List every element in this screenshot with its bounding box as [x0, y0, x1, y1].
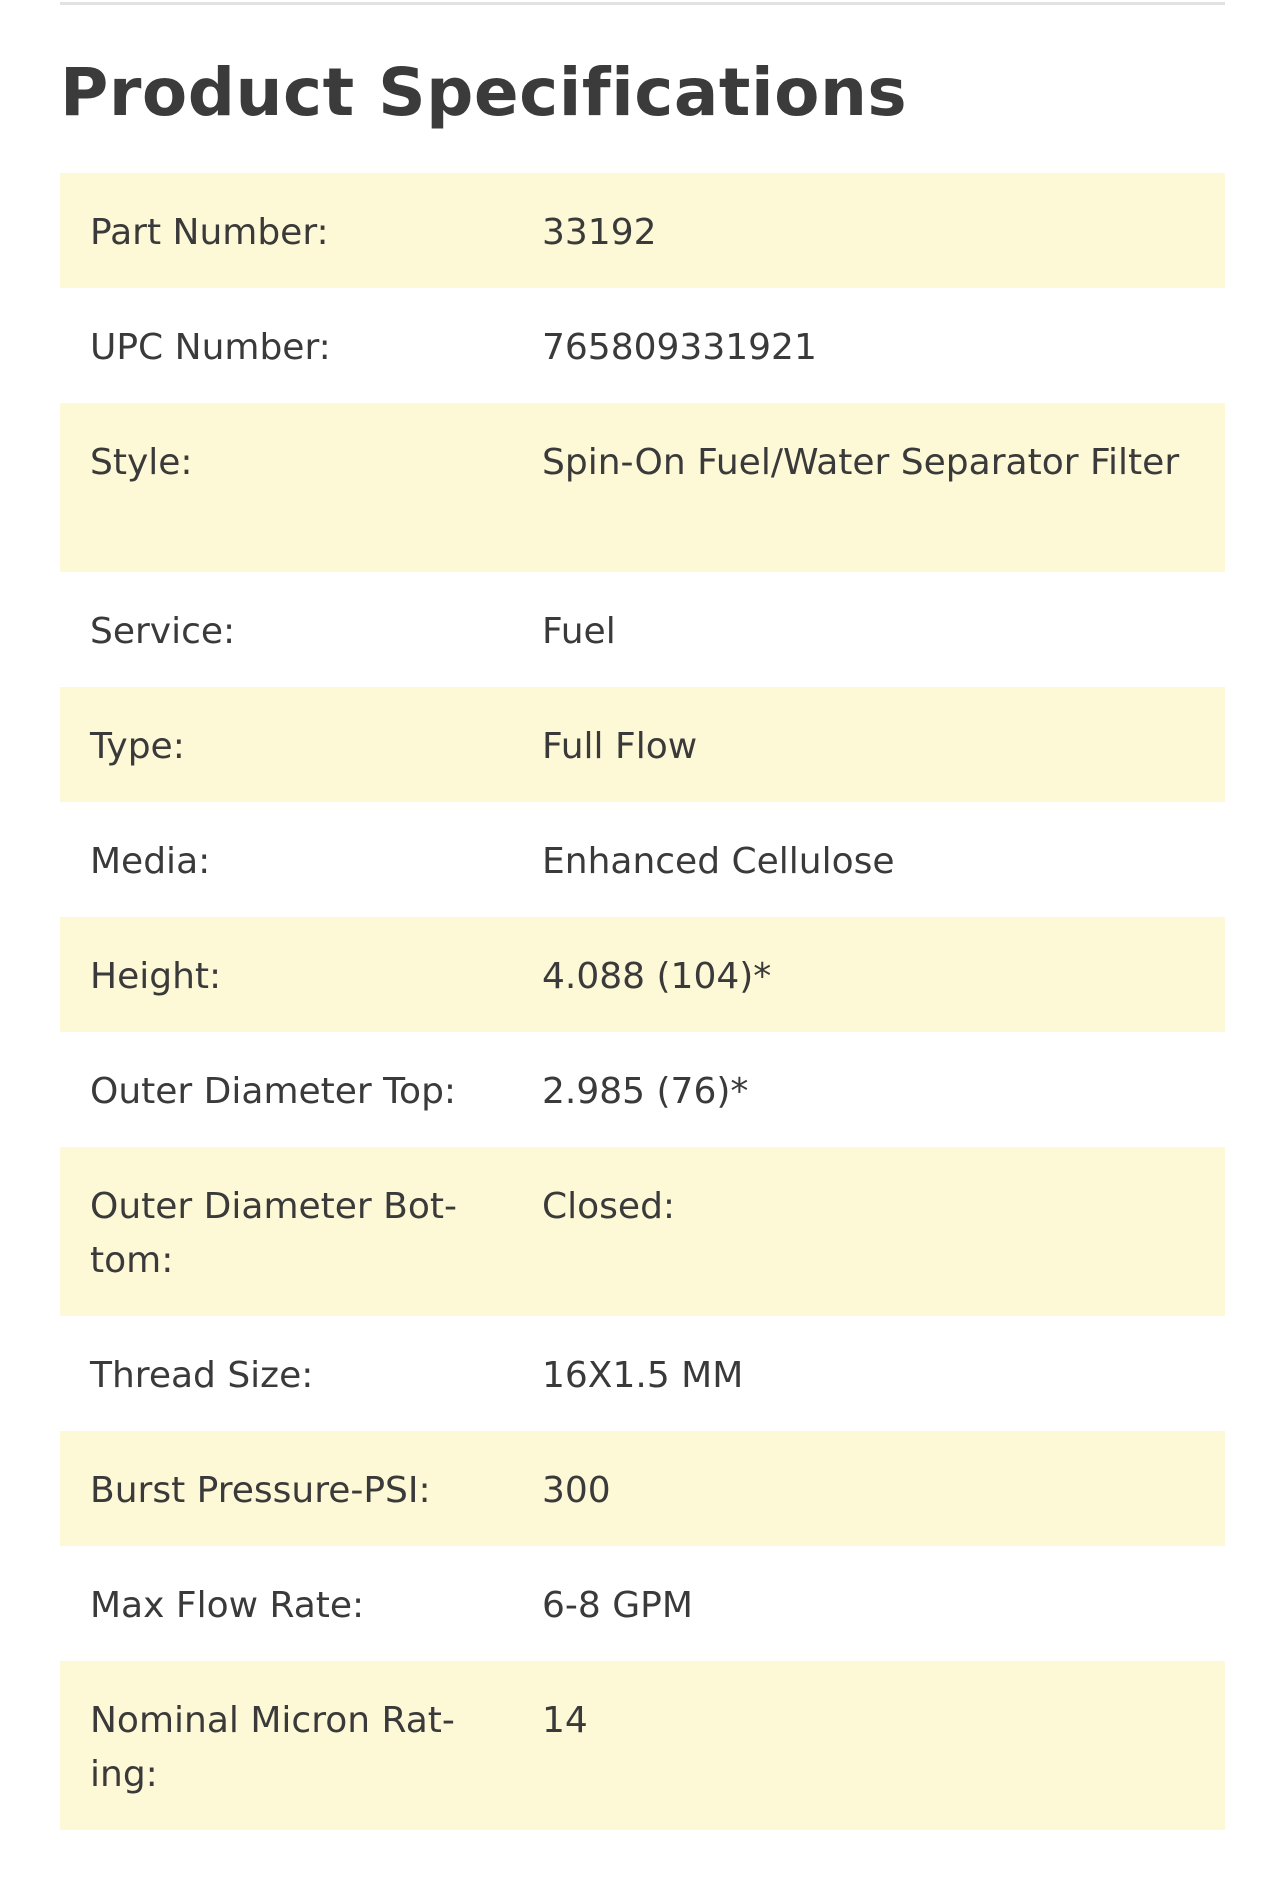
spec-value: Full Flow: [542, 726, 698, 767]
spec-row-type: [60, 687, 1225, 802]
spec-value: Closed:: [542, 1186, 676, 1227]
spec-table: [60, 173, 1225, 1830]
spec-row-outer-diameter-top: [60, 1032, 1225, 1147]
spec-value: 765809331921: [542, 327, 817, 368]
spec-label: Outer Diameter Bot-tom:: [90, 1186, 457, 1281]
spec-value: 4.088 (104)*: [542, 956, 772, 997]
spec-value: 16X1.5 MM: [542, 1355, 744, 1396]
spec-row-thread-size: [60, 1316, 1225, 1431]
spec-row-upc-number: [60, 288, 1225, 403]
spec-label: Media:: [90, 841, 211, 882]
spec-label: UPC Number:: [90, 327, 331, 368]
spec-row-outer-diameter-bottom: [60, 1147, 1225, 1316]
spec-label: Outer Diameter Top:: [90, 1071, 457, 1112]
spec-label: Type:: [90, 726, 185, 767]
spec-value: 2.985 (76)*: [542, 1071, 749, 1112]
spec-row-burst-pressure: [60, 1431, 1225, 1546]
spec-row-service: [60, 572, 1225, 687]
spec-value: Enhanced Cellulose: [542, 841, 895, 882]
spec-label: Service:: [90, 611, 236, 652]
spec-label: Max Flow Rate:: [90, 1585, 365, 1626]
spec-label: Nominal Micron Rat-ing:: [90, 1700, 455, 1795]
spec-value: 6-8 GPM: [542, 1585, 693, 1626]
spec-row-nominal-micron-rating: [60, 1661, 1225, 1830]
spec-row-height: [60, 917, 1225, 1032]
spec-label: Thread Size:: [90, 1355, 314, 1396]
spec-value: 33192: [542, 212, 657, 253]
top-divider: [60, 2, 1225, 5]
spec-label: Height:: [90, 956, 222, 997]
spec-row-media: [60, 802, 1225, 917]
page-title: Product Specifications: [60, 54, 908, 131]
spec-label: Part Number:: [90, 212, 329, 253]
spec-row-style: [60, 403, 1225, 572]
spec-row-max-flow-rate: [60, 1546, 1225, 1661]
spec-label: Style:: [90, 442, 193, 483]
spec-value: Fuel: [542, 611, 616, 652]
spec-value: 300: [542, 1470, 611, 1511]
spec-value: Spin-On Fuel/Water Separator Filter: [542, 442, 1180, 483]
spec-label: Burst Pressure-PSI:: [90, 1470, 431, 1511]
spec-row-part-number: [60, 173, 1225, 288]
spec-value: 14: [542, 1700, 588, 1741]
